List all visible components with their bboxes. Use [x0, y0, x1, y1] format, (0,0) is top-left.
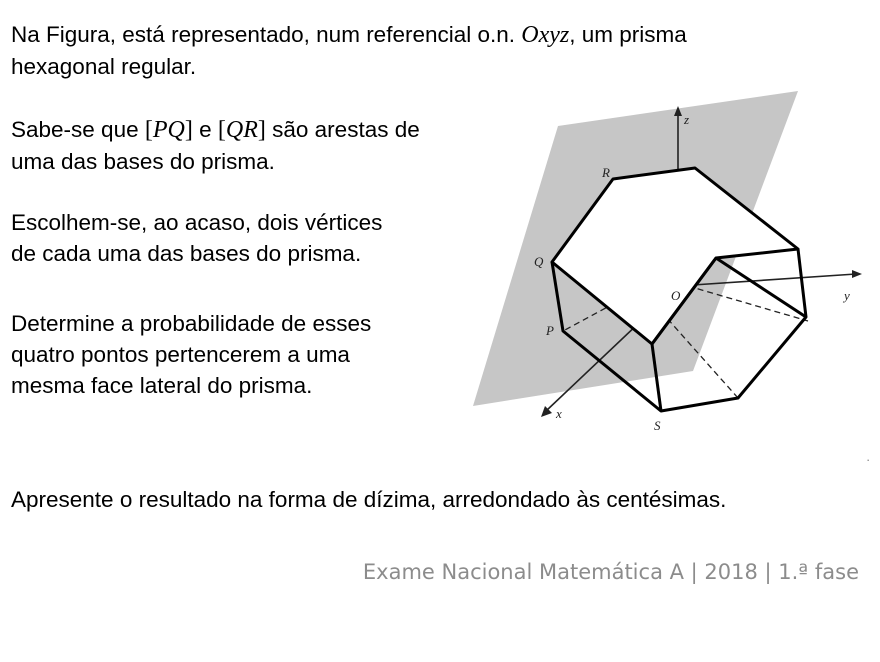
choice-line-1: Escolhem-se, ao acaso, dois vértices: [11, 210, 383, 235]
segment-qr-open: [: [217, 117, 226, 143]
segment-qr: QR: [225, 117, 258, 143]
segment-pq-close: ]: [184, 117, 193, 143]
task-line-3: mesma face lateral do prisma.: [11, 373, 313, 398]
label-p: P: [546, 323, 554, 338]
y-axis-arrow: [852, 270, 862, 278]
task-paragraph: [11, 308, 371, 401]
intro-line-2: hexagonal regular.: [11, 54, 197, 79]
coordinate-system-name: Oxyz: [521, 22, 570, 48]
edge-mark: ·: [866, 452, 871, 467]
label-s: S: [654, 418, 661, 433]
fact-text-a: Sabe-se que: [11, 117, 145, 142]
segment-pq-open: [: [144, 117, 153, 143]
choice-paragraph: [11, 207, 382, 269]
fact-line-1: [11, 114, 420, 146]
fact-text-b: e: [192, 117, 218, 142]
label-origin: O: [671, 288, 681, 303]
label-r: R: [602, 165, 610, 180]
intro-text-a: Na Figura, está representado, num referencial o.n.: [11, 22, 522, 47]
fact-text-c: são arestas de: [265, 117, 420, 142]
intro-line-1: [11, 19, 687, 51]
prism-figure: [468, 86, 868, 436]
answer-instruction: Apresente o resultado na forma de dízima, arredondado às centésimas.: [11, 487, 727, 512]
task-line-1: Determine a probabilidade de esses: [11, 311, 372, 336]
fact-line-2: uma das bases do prisma.: [11, 149, 275, 174]
source-caption: Exame Nacional Matemática A | 2018 | 1.ª fase: [362, 560, 859, 584]
intro-paragraph: [11, 19, 687, 82]
choice-line-2: de cada uma das bases do prisma.: [11, 241, 362, 266]
fact-paragraph: [11, 114, 420, 177]
label-x: x: [556, 406, 562, 421]
task-line-2: quatro pontos pertencerem a uma: [11, 342, 350, 367]
intro-text-b: , um prisma: [569, 22, 687, 47]
label-y: y: [844, 288, 850, 303]
label-z: z: [684, 112, 690, 127]
segment-qr-close: ]: [257, 117, 266, 143]
segment-pq: PQ: [152, 117, 185, 143]
label-q: Q: [534, 254, 544, 269]
